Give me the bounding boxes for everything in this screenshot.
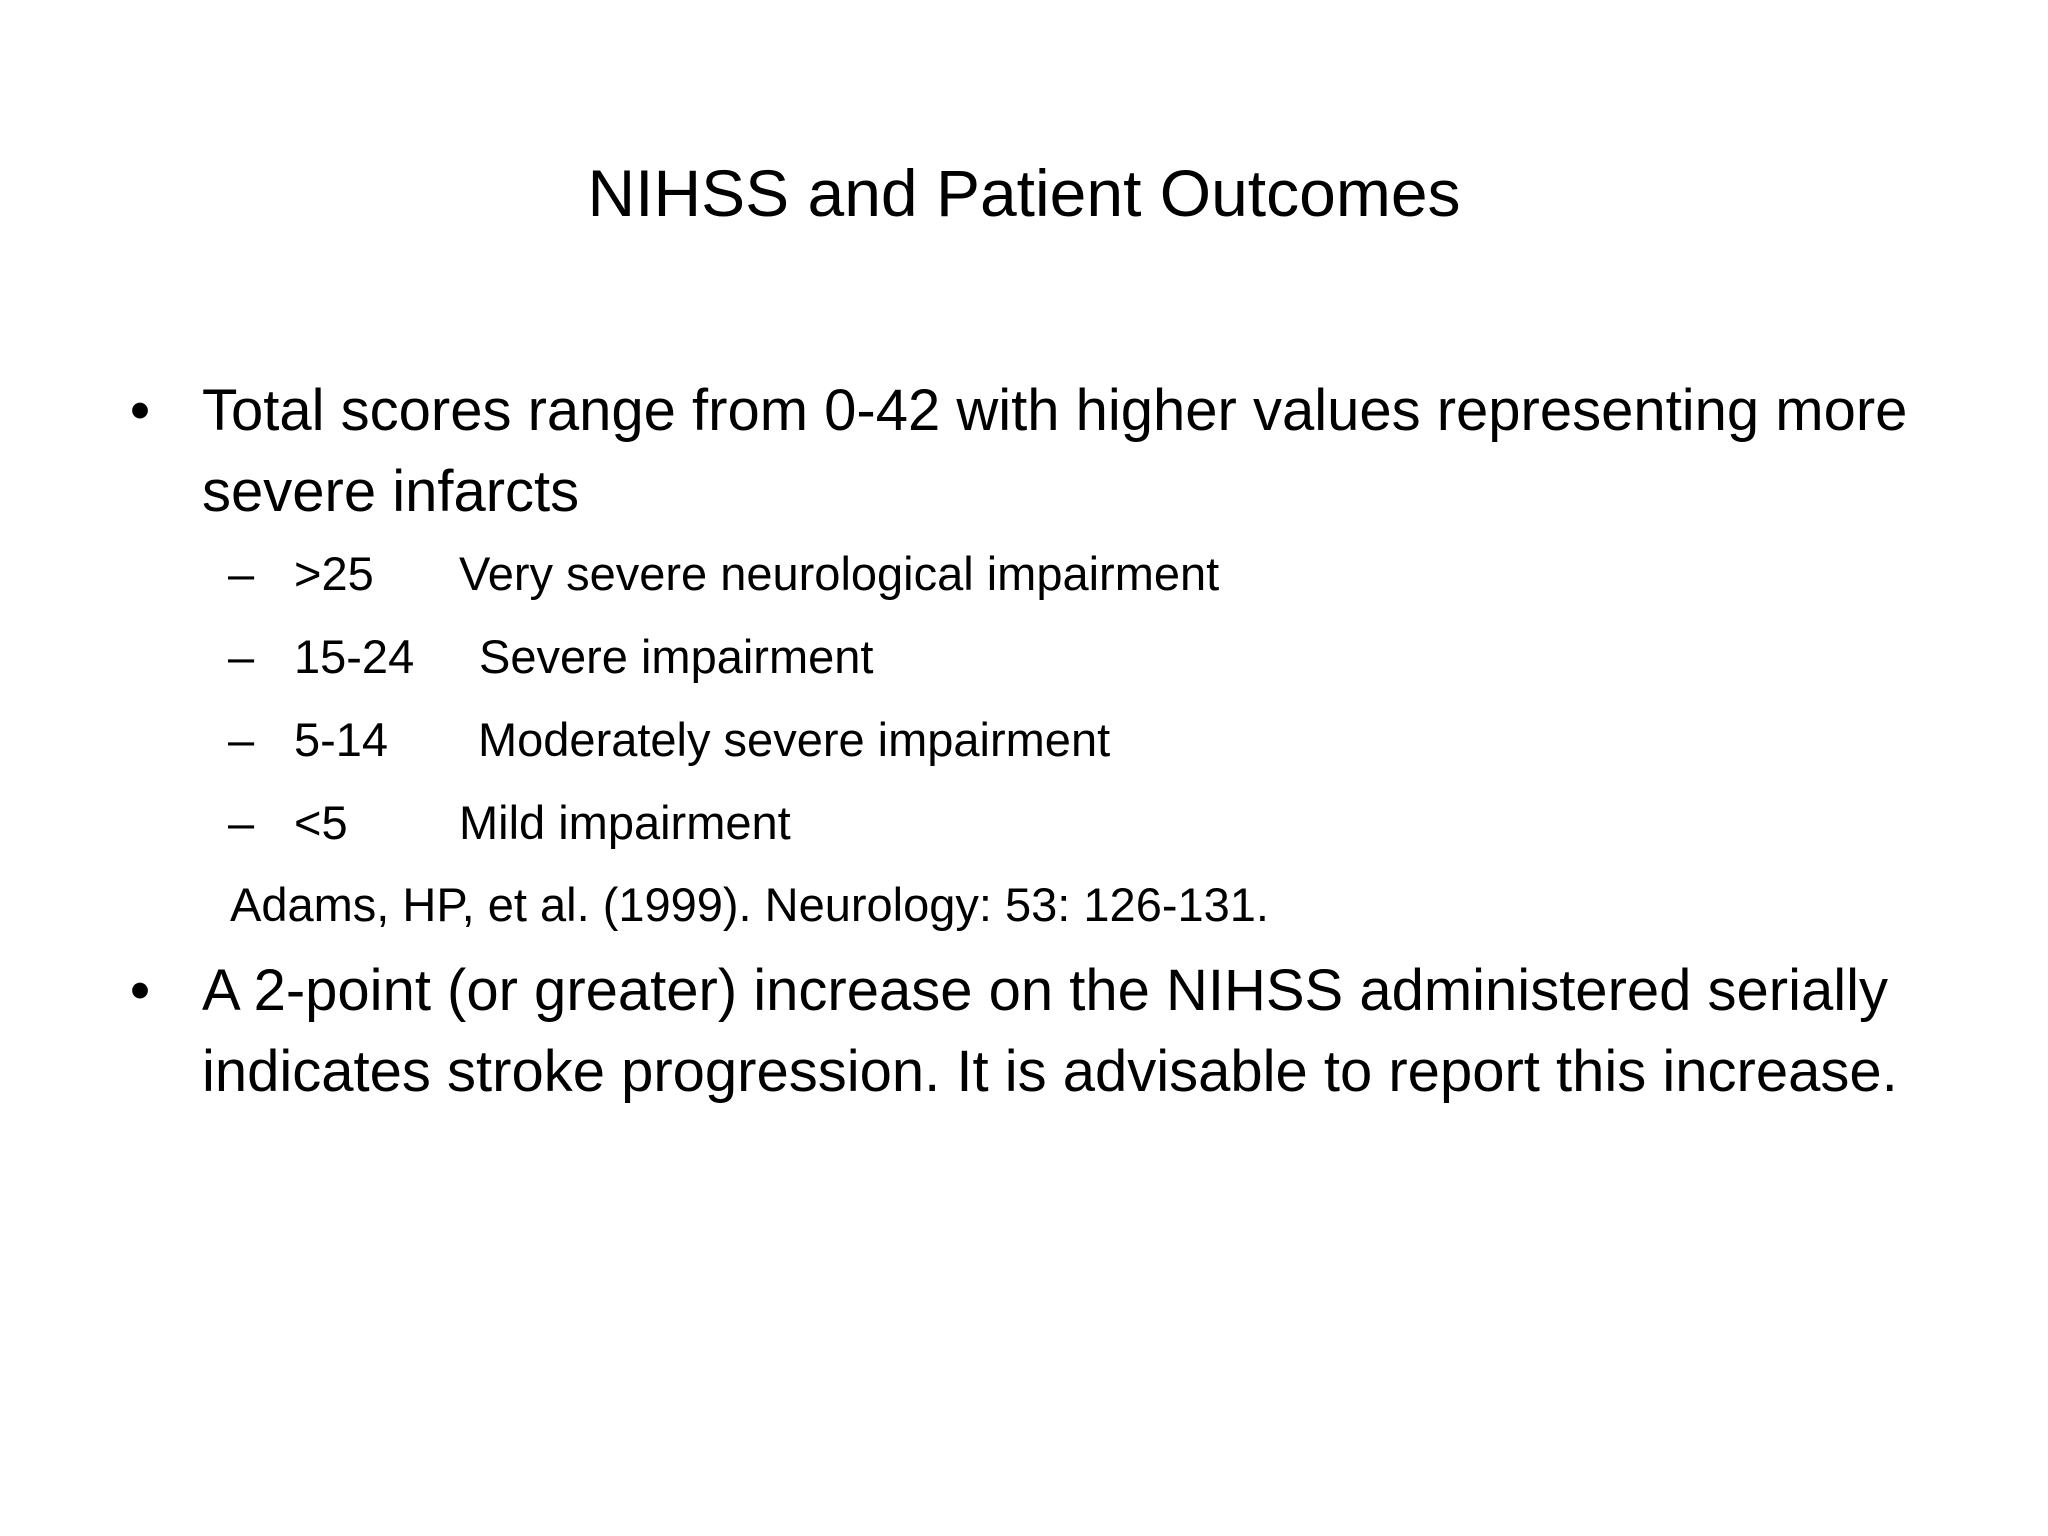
- severity-item-mild: [228, 781, 1980, 864]
- bullet-stroke-progression: [120, 950, 1980, 1112]
- severity-item-moderately-severe: [228, 698, 1980, 781]
- slide-title: NIHSS and Patient Outcomes: [587, 156, 1461, 230]
- bullet-marker: •: [129, 958, 151, 1023]
- citation: Adams, HP, et al. (1999). Neurology: 53: 126-131.: [230, 878, 1269, 931]
- severity-range: >25: [294, 547, 374, 600]
- severity-description: Severe impairment: [479, 630, 874, 683]
- severity-range: 15-24: [294, 630, 415, 683]
- sub-bullet-marker: –: [228, 630, 255, 683]
- sub-bullet-marker: –: [228, 713, 255, 766]
- severity-description: Very severe neurological impairment: [459, 547, 1220, 600]
- bullet-text: A 2-point (or greater) increase on the NIHSS administered serially indicates stroke progression. It is advisable to report this increase.: [202, 958, 1898, 1104]
- severity-item-severe: [228, 615, 1980, 698]
- severity-item-very-severe: [228, 532, 1980, 615]
- severity-range: <5: [294, 796, 348, 849]
- slide-body: [120, 370, 1980, 1112]
- bullet-score-range: [120, 370, 1980, 532]
- bullet-marker: •: [129, 378, 151, 443]
- severity-description: Moderately severe impairment: [478, 713, 1111, 766]
- severity-range: 5-14: [294, 713, 389, 766]
- bullet-text: Total scores range from 0-42 with higher values representing more severe infarcts: [202, 378, 1908, 524]
- sub-bullet-marker: –: [228, 796, 255, 849]
- severity-description: Mild impairment: [459, 796, 791, 849]
- severity-list: [228, 532, 1980, 864]
- sub-bullet-marker: –: [228, 547, 255, 600]
